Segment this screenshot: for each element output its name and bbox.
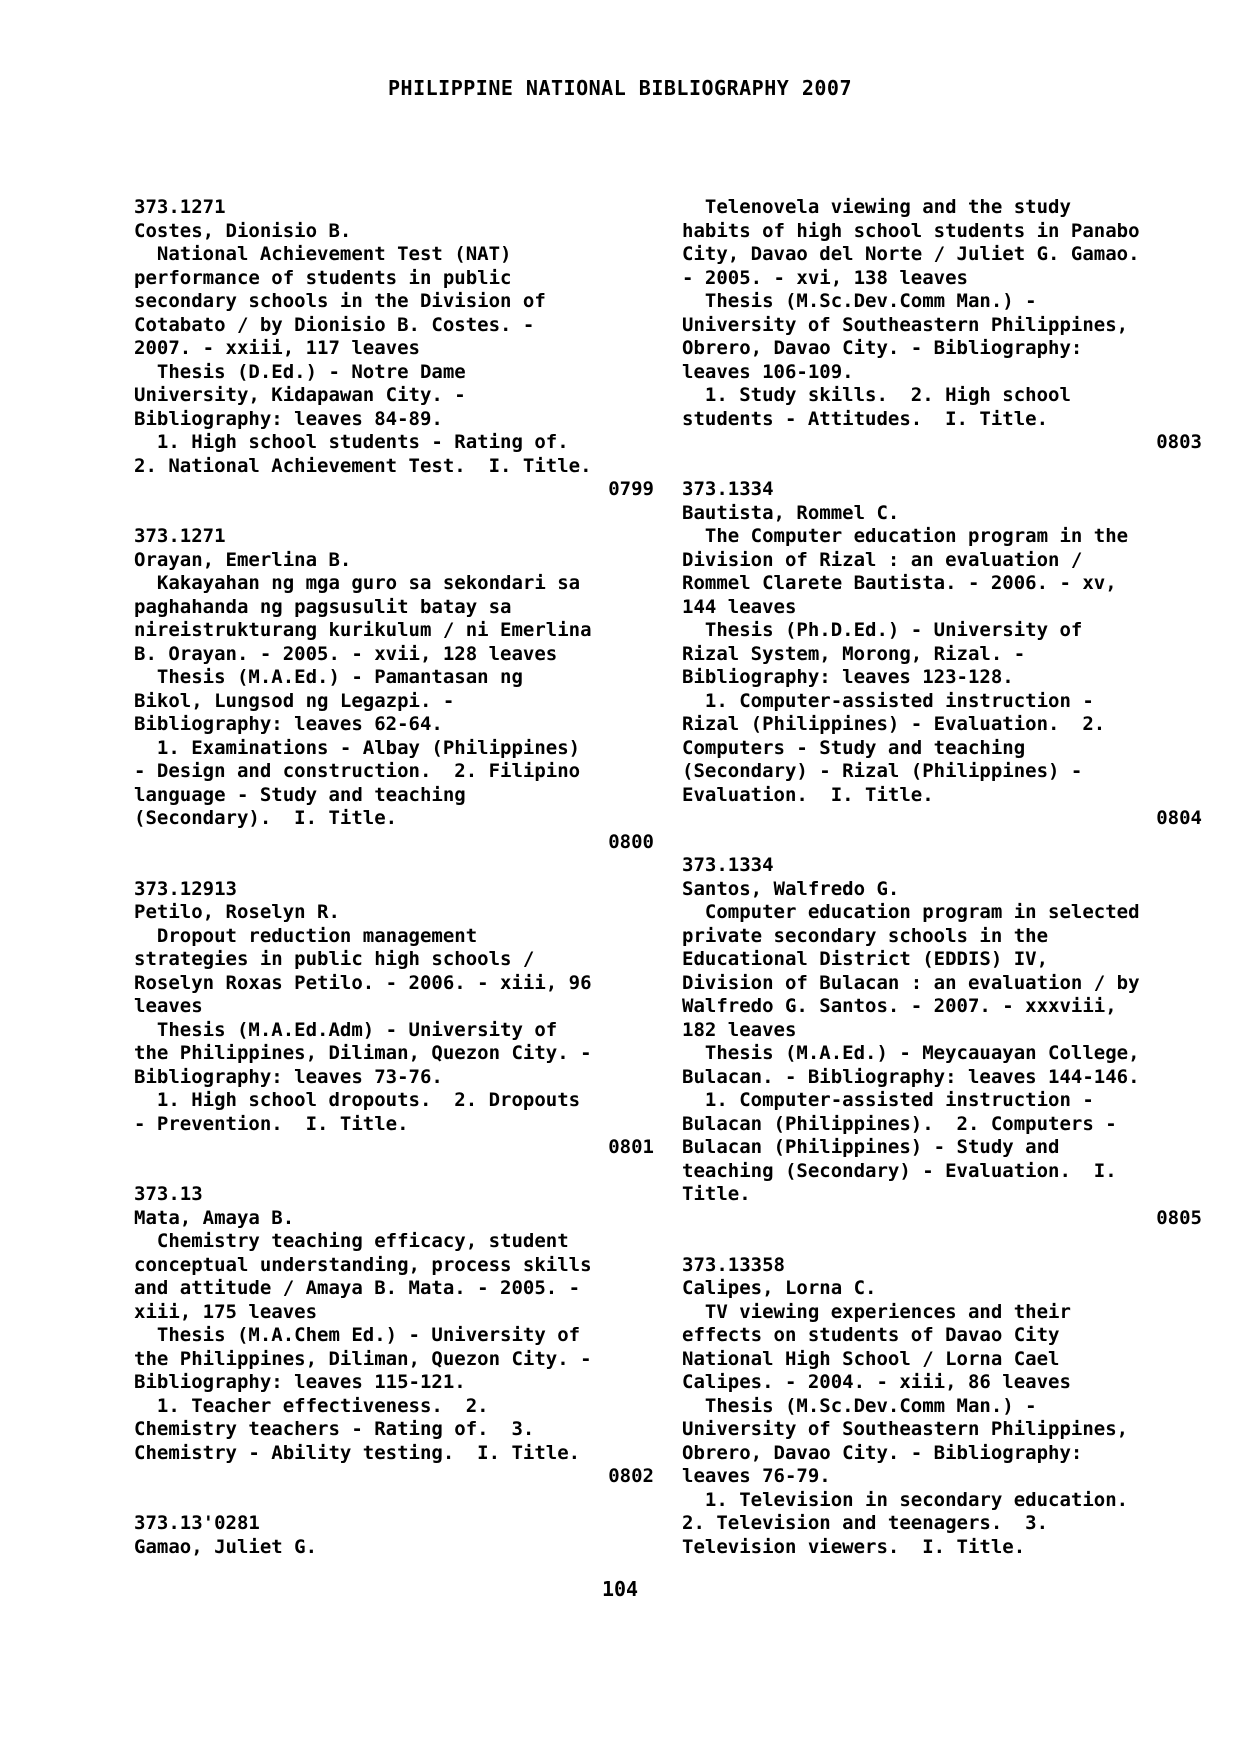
entry-line: City, Davao del Norte / Juliet G. Gamao. — [682, 243, 1140, 265]
entry-line: Calipes, Lorna C. — [682, 1277, 877, 1299]
entry-line: Walfredo G. Santos. - 2007. - xxxviii, — [682, 995, 1117, 1017]
entry-line: 1. Computer-assisted instruction - — [682, 1089, 1094, 1111]
entry-line: 373.12913 — [134, 877, 237, 900]
entry-line: Dropout reduction management — [134, 924, 478, 947]
entry-number: 0804 — [1156, 807, 1202, 829]
entry-line: 373.13'0281 — [134, 1512, 260, 1534]
entry-line: effects on students of Davao City — [682, 1324, 1060, 1346]
entry-line: (Secondary). I. Title. — [134, 807, 398, 829]
entry-line: University of Southeastern Philippines, — [682, 1418, 1129, 1440]
entry-line: 1. Television in secondary education. — [682, 1488, 1129, 1511]
entry-line: Gamao, Juliet G. — [134, 1535, 318, 1558]
entry-number: 0799 — [608, 478, 654, 500]
entry-line: 373.13 — [134, 1183, 203, 1205]
entry-spacer — [682, 1230, 1202, 1254]
right-column — [682, 196, 1202, 1559]
left-column — [134, 196, 654, 1559]
entry-line: Evaluation. I. Title. — [682, 783, 934, 806]
entry-line: Thesis (M.Sc.Dev.Comm Man.) - — [682, 290, 1037, 312]
entry-line: 182 leaves — [682, 1018, 797, 1041]
entry-line: Thesis (M.A.Ed.Adm) - University of — [134, 1018, 558, 1041]
entry-line: 144 leaves — [682, 595, 797, 618]
entry-line: (Secondary) - Rizal (Philippines) - — [682, 760, 1083, 782]
entry-spacer — [134, 1160, 654, 1184]
entry-line: Obrero, Davao City. - Bibliography: — [682, 337, 1083, 359]
entry-line: Rizal (Philippines) - Evaluation. 2. — [682, 713, 1106, 735]
entry-line: paghahanda ng pagsusulit batay sa — [134, 595, 512, 618]
entry-line: Telenovela viewing and the study — [682, 196, 1071, 218]
entry-line: Title. — [682, 1183, 751, 1205]
entry-spacer — [134, 854, 654, 878]
entry-line: 1. Study skills. 2. High school — [682, 384, 1071, 406]
entry-line: Bibliography: leaves 84-89. — [134, 407, 443, 430]
entry-line: 1. High school dropouts. 2. Dropouts — [134, 1089, 581, 1111]
entry-line: the Philippines, Diliman, Quezon City. - — [134, 1347, 592, 1370]
entry-line: 2. Television and teenagers. 3. — [682, 1512, 1049, 1534]
entry-number: 0801 — [608, 1136, 654, 1158]
entry-line: leaves — [134, 995, 203, 1017]
entry-line: Computers - Study and teaching — [682, 736, 1026, 759]
page-header: PHILIPPINE NATIONAL BIBLIOGRAPHY 2007 — [387, 76, 853, 100]
entry-line: language - Study and teaching — [134, 783, 466, 806]
entry-line: Bibliography: leaves 73-76. — [134, 1065, 443, 1088]
entry-line: teaching (Secondary) - Evaluation. I. — [682, 1159, 1117, 1182]
entry-line: Santos, Walfredo G. — [682, 877, 900, 900]
entry-line: National Achievement Test (NAT) — [134, 243, 512, 265]
entry-line: B. Orayan. - 2005. - xvii, 128 leaves — [134, 642, 558, 665]
entry-line: Computer education program in selected — [682, 901, 1140, 923]
entry-line: performance of students in public — [134, 266, 512, 289]
entry-line: leaves 106-109. — [682, 360, 854, 383]
entry-line: leaves 76-79. — [682, 1465, 831, 1487]
entry-line: habits of high school students in Panabo — [682, 219, 1140, 242]
entry-line: secondary schools in the Division of — [134, 290, 546, 312]
entry-number: 0800 — [608, 830, 654, 853]
entry-spacer — [682, 831, 1202, 855]
entry-line: students - Attitudes. I. Title. — [682, 407, 1049, 430]
entry-number: 0805 — [1156, 1206, 1202, 1229]
entry-line: Chemistry teachers - Rating of. 3. — [134, 1418, 535, 1440]
entry-line: and attitude / Amaya B. Mata. - 2005. - — [134, 1277, 581, 1299]
entry-line: Rizal System, Morong, Rizal. - — [682, 642, 1026, 665]
entry-line: 2007. - xxiii, 117 leaves — [134, 337, 420, 359]
entry-line: Television viewers. I. Title. — [682, 1535, 1026, 1558]
entry-line: Thesis (M.A.Ed.) - Meycauayan College, — [682, 1042, 1140, 1064]
entry-line: Thesis (D.Ed.) - Notre Dame — [134, 360, 466, 383]
entry-line: 1. High school students - Rating of. — [134, 431, 569, 453]
entry-line: Calipes. - 2004. - xiii, 86 leaves — [682, 1371, 1071, 1393]
entry-line: Cotabato / by Dionisio B. Costes. - — [134, 313, 535, 336]
entry-line: Thesis (M.A.Chem Ed.) - University of — [134, 1324, 581, 1346]
page-number: 104 — [601, 1577, 639, 1601]
entry-line: 373.13358 — [682, 1253, 785, 1276]
entry-spacer — [134, 1489, 654, 1513]
entry-line: private secondary schools in the — [682, 924, 1049, 947]
entry-line: 373.1271 — [134, 525, 226, 547]
entry-line: - 2005. - xvi, 138 leaves — [682, 266, 968, 289]
entry-line: Kakayahan ng mga guro sa sekondari sa — [134, 572, 581, 594]
entry-line: The Computer education program in the — [682, 525, 1129, 547]
entry-line: - Design and construction. 2. Filipino — [134, 760, 581, 782]
entry-line: strategies in public high schools / — [134, 948, 535, 970]
entry-line: Orayan, Emerlina B. — [134, 548, 352, 571]
entry-line: Petilo, Roselyn R. — [134, 901, 340, 923]
entry-spacer — [134, 502, 654, 526]
entry-line: 1. Computer-assisted instruction - — [682, 689, 1094, 712]
entry-line: Obrero, Davao City. - Bibliography: — [682, 1441, 1083, 1464]
entry-line: National High School / Lorna Cael — [682, 1347, 1060, 1370]
entry-line: Thesis (M.Sc.Dev.Comm Man.) - — [682, 1394, 1037, 1417]
entry-line: 373.1271 — [134, 196, 226, 218]
entry-line: 373.1334 — [682, 478, 774, 500]
entry-line: Division of Bulacan : an evaluation / by — [682, 971, 1140, 994]
entry-line: 373.1334 — [682, 854, 774, 876]
entry-line: Bikol, Lungsod ng Legazpi. - — [134, 689, 455, 712]
entry-number: 0803 — [1156, 431, 1202, 453]
entry-spacer — [682, 455, 1202, 479]
entry-line: University of Southeastern Philippines, — [682, 313, 1129, 336]
entry-line: Educational District (EDDIS) IV, — [682, 948, 1049, 970]
entry-number: 0802 — [608, 1465, 654, 1487]
entry-line: 1. Teacher effectiveness. 2. — [134, 1394, 489, 1417]
entry-line: Chemistry - Ability testing. I. Title. — [134, 1441, 581, 1464]
entry-line: Costes, Dionisio B. — [134, 219, 352, 242]
entry-line: nireistrukturang kurikulum / ni Emerlina — [134, 619, 592, 641]
entry-line: Thesis (M.A.Ed.) - Pamantasan ng — [134, 666, 523, 688]
entry-line: Chemistry teaching efficacy, student — [134, 1230, 569, 1252]
entry-line: xiii, 175 leaves — [134, 1300, 318, 1323]
entry-line: Bibliography: leaves 123-128. — [682, 666, 1014, 688]
entry-line: Roselyn Roxas Petilo. - 2006. - xiii, 96 — [134, 971, 592, 994]
entry-line: - Prevention. I. Title. — [134, 1112, 409, 1135]
entry-line: Bautista, Rommel C. — [682, 501, 900, 524]
entry-line: University, Kidapawan City. - — [134, 384, 466, 406]
entry-line: 2. National Achievement Test. I. Title. — [134, 454, 592, 477]
entry-line: Bulacan. - Bibliography: leaves 144-146. — [682, 1065, 1140, 1088]
entry-line: Bulacan (Philippines) - Study and — [682, 1136, 1060, 1158]
entry-line: TV viewing experiences and their — [682, 1300, 1071, 1323]
entry-line: conceptual understanding, process skills — [134, 1253, 592, 1276]
entry-line: 1. Examinations - Albay (Philippines) — [134, 736, 581, 759]
entry-line: Thesis (Ph.D.Ed.) - University of — [682, 619, 1083, 641]
entry-line: Bulacan (Philippines). 2. Computers - — [682, 1112, 1117, 1135]
entry-line: Mata, Amaya B. — [134, 1206, 295, 1229]
entry-line: the Philippines, Diliman, Quezon City. - — [134, 1042, 592, 1064]
entry-line: Rommel Clarete Bautista. - 2006. - xv, — [682, 572, 1117, 594]
entry-line: Bibliography: leaves 62-64. — [134, 713, 443, 735]
entry-line: Division of Rizal : an evaluation / — [682, 548, 1083, 571]
entry-line: Bibliography: leaves 115-121. — [134, 1371, 466, 1393]
